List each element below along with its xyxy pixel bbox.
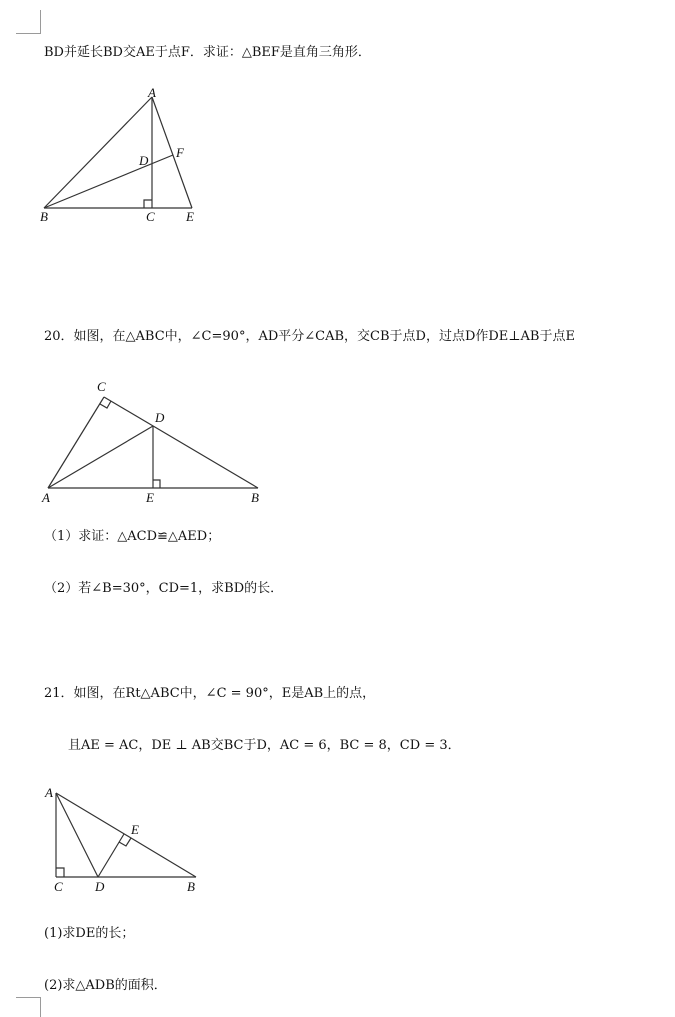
- crop-mark-bottom-vertical: [40, 997, 41, 1017]
- q19-segment-ae: [152, 97, 192, 208]
- q19-label-b: B: [40, 209, 48, 224]
- q19-segment-bf: [44, 155, 173, 208]
- q19-right-angle-mark: [144, 200, 152, 208]
- q21-part1: (1)求DE的长；: [44, 926, 135, 941]
- q20-segment-ac: [48, 397, 104, 488]
- q21-condition: 且AE = AC，DE ⊥ AB交BC于D，AC = 6，BC = 8，CD = 3．: [68, 738, 461, 753]
- q20-part1: （1）求证：△ACD≌△AED；: [44, 529, 221, 544]
- q20-stem: 20．如图，在△ABC中，∠C=90°，AD平分∠CAB，交CB于点D，过点D作DE⊥AB于点E: [44, 329, 575, 344]
- q21-label-e: E: [131, 822, 139, 837]
- q21-label-d: D: [95, 879, 105, 894]
- q19-label-a: A: [148, 85, 156, 100]
- q21-figure: [40, 782, 220, 897]
- q20-label-c: C: [97, 379, 106, 394]
- q21-segment-de: [98, 834, 124, 877]
- q19-segment-ba: [44, 97, 152, 208]
- q21-label-a: A: [45, 785, 53, 800]
- q19-label-e: E: [186, 209, 194, 224]
- q19-label-c: C: [146, 209, 155, 224]
- q19-label-f: F: [176, 145, 184, 160]
- q20-figure: [36, 376, 276, 506]
- q20-segment-cb: [104, 397, 258, 488]
- q21-part2: (2)求△ADB的面积．: [44, 978, 167, 993]
- q20-label-e: E: [146, 490, 154, 505]
- q20-label-a: A: [42, 490, 50, 505]
- q19-statement: BD并延长BD交AE于点F．求证：△BEF是直角三角形．: [44, 45, 371, 60]
- q20-label-b: B: [251, 490, 259, 505]
- q20-label-d: D: [155, 410, 165, 425]
- crop-mark-top-horizontal: [16, 33, 41, 34]
- q21-label-c: C: [54, 879, 63, 894]
- q21-label-b: B: [187, 879, 195, 894]
- q20-part2: （2）若∠B=30°，CD=1，求BD的长．: [44, 581, 284, 596]
- q20-right-angle-mark-e: [153, 480, 160, 488]
- q21-right-angle-mark-c: [56, 868, 64, 877]
- crop-mark-top-vertical: [40, 10, 41, 34]
- q20-right-angle-mark-c: [100, 401, 111, 408]
- q20-segment-ad: [48, 426, 153, 488]
- crop-mark-bottom-horizontal: [16, 997, 41, 998]
- q21-stem: 21．如图，在Rt△ABC中，∠C = 90°，E是AB上的点，: [44, 686, 376, 701]
- q19-label-d: D: [139, 153, 149, 168]
- q19-figure: [30, 85, 230, 225]
